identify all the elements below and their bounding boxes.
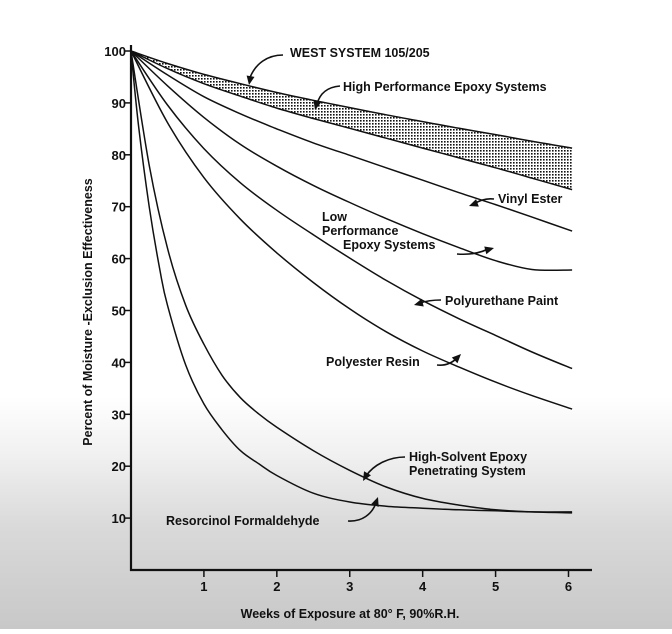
y-tick-label: 40 [111,355,126,371]
leader-line-west-system [249,55,283,80]
y-axis-title: Percent of Moisture -Exclusion Effectiveness [81,178,95,446]
annotation-low-perf-line: Epoxy Systems [343,238,436,252]
x-tick-label: 1 [200,579,208,594]
annotation-west-system: WEST SYSTEM 105/205 [290,46,430,60]
annotation-resorcinol: Resorcinol Formaldehyde [166,514,320,528]
series-line-west-system [131,51,572,148]
annotation-low-perf-line: Performance [322,224,399,238]
arrowhead-low-perf [484,244,495,254]
annotation-polyester: Polyester Resin [326,355,420,369]
x-tick-label: 3 [346,579,354,594]
y-tick-label: 50 [111,303,126,319]
y-tick-label: 30 [111,407,126,423]
arrowhead-vinyl [468,199,479,210]
y-tick-label: 80 [111,147,126,163]
annotation-high-perf: High Performance Epoxy Systems [343,80,547,94]
leader-line-low-perf [457,249,488,254]
y-tick-label: 60 [111,251,126,267]
x-tick-label: 4 [419,579,427,594]
y-tick-label: 90 [111,95,126,111]
annotation-polyurethane: Polyurethane Paint [445,294,559,308]
x-tick-label: 6 [564,579,573,594]
annotation-vinyl: Vinyl Ester [498,192,563,206]
annotation-high-solvent-line: High-Solvent Epoxy [409,450,528,464]
x-axis-title: Weeks of Exposure at 80° F, 90%R.H. [240,607,460,621]
leader-line-high-solvent [366,457,405,476]
series-line-polyurethane-paint [131,51,572,369]
leader-line-resorcinol [348,503,376,521]
x-tick-label: 2 [273,579,281,594]
y-tick-label: 20 [111,459,126,475]
annotation-high-solvent-line: Penetrating System [409,464,526,478]
y-tick-label: 100 [104,44,126,59]
y-tick-label: 70 [111,199,126,215]
y-tick-label: 10 [111,511,126,527]
x-tick-label: 5 [491,579,500,594]
annotation-low-perf-line: Low [322,210,347,224]
arrowhead-west-system [245,75,254,85]
